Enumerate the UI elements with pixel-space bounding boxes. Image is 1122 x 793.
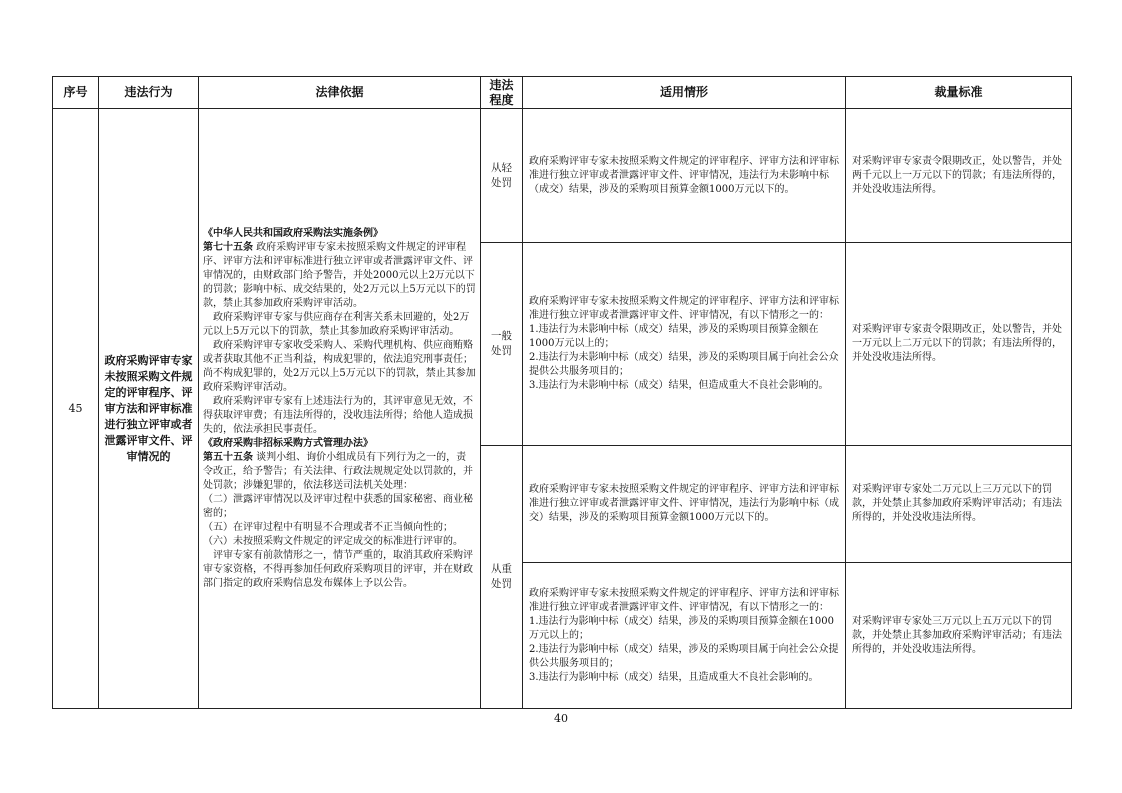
situation-line: 2.违法行为未影响中标（成交）结果，涉及的采购项目属于向社会公众提供公共服务项目的； (529, 352, 839, 377)
penalty-normal: 对采购评审专家责令限期改正，处以警告，并处一万元以上二万元以下的罚款；有违法所得的，并处没收违法所得。 (846, 243, 1072, 446)
situation-heavy-2 (523, 563, 846, 709)
article-text: 谈判小组、询价小组成员有下列行为之一的，责令改正，给予警告；有关法律、行政法规规定处以罚款的，并处罚款；涉嫌犯罪的，依法移送司法机关处理： (203, 451, 473, 491)
legal-paragraph: 政府采购评审专家与供应商存在利害关系未回避的，处2万元以上5万元以下的罚款，禁止其参加政府采购评审活动。 (203, 311, 470, 337)
situation-heavy-1 (523, 446, 846, 563)
situation-line: 政府采购评审专家未按照采购文件规定的评审程序、评审方法和评审标准进行独立评审或者泄露评审文件、评审情况，有以下情形之一的： (529, 296, 839, 321)
legal-paragraph: 政府采购评审专家收受采购人、采购代理机构、供应商贿赂或者获取其他不正当利益，构成犯罪的，依法追究刑事责任；尚不构成犯罪的，处2万元以上5万元以下的罚款，禁止其参加政府采购评审活动。 (203, 339, 476, 393)
situation-line: 1.违法行为未影响中标（成交）结果，涉及的采购项目预算金额在1000万元以上的； (529, 324, 819, 349)
article-number: 第七十五条 (203, 241, 253, 253)
page-number: 40 (554, 712, 568, 725)
penalty-heavy-2: 对采购评审专家处三万元以上五万元以下的罚款，并处禁止其参加政府采购评审活动；有违法所得的，并处没收违法所得。 (846, 563, 1072, 709)
penalty-heavy-1: 对采购评审专家处二万元以上三万元以下的罚款，并处禁止其参加政府采购评审活动；有违法所得的，并处没收违法所得。 (846, 446, 1072, 563)
situation-light (523, 109, 846, 243)
penalty-standards-table (52, 76, 1072, 709)
article-number: 第五十五条 (203, 451, 253, 463)
level-heavy: 从重 处罚 (481, 446, 523, 709)
situation-line: 2.违法行为影响中标（成交）结果，涉及的采购项目属于向社会公众提供公共服务项目的； (529, 643, 839, 669)
header-penalty: 裁量标准 (846, 77, 1072, 109)
violation-text: 政府采购评审专家未按照采购文件规定的评审程序、评审方法和评审标准进行独立评审或者泄露评审文件、评审情况的 (99, 109, 199, 709)
legal-basis-cell (199, 109, 481, 709)
situation-line: 3.违法行为影响中标（成交）结果，且造成重大不良社会影响的。 (529, 671, 819, 683)
row-index: 45 (53, 109, 99, 709)
legal-basis-text (203, 227, 476, 591)
legal-paragraph: 评审专家有前款情形之一，情节严重的，取消其政府采购评审专家资格，不得再参加任何政府采购项目的评审，并在财政部门指定的政府采购信息发布媒体上予以公告。 (203, 549, 473, 589)
header-level: 违法 程度 (481, 77, 523, 109)
legal-paragraph: （六）未按照采购文件规定的评定成交的标准进行评审的。 (203, 535, 463, 547)
table-row (53, 109, 1072, 243)
penalty-light: 对采购评审专家责令限期改正，处以警告，并处两千元以上一万元以下的罚款；有违法所得的，并处没收违法所得。 (846, 109, 1072, 243)
legal-paragraph: （二）泄露评审情况以及评审过程中获悉的国家秘密、商业秘密的； (203, 493, 473, 519)
situation-line: 政府采购评审专家未按照采购文件规定的评审程序、评审方法和评审标准进行独立评审或者泄露评审文件、评审情况，有以下情形之一的： (529, 587, 839, 613)
article-text: 政府采购评审专家未按照采购文件规定的评审程序、评审方法和评审标准进行独立评审或者泄露评审文件、评审情况的，由财政部门给予警告，并处2000元以上2万元以下的罚款；影响中标、成交结果的，处2万元以上5万元以下的罚款，禁止其参加政府采购评审活动。 (203, 241, 476, 309)
legal-source-heading: 《政府采购非招标采购方式管理办法》 (203, 437, 373, 449)
legal-article (203, 241, 476, 311)
situation-normal (523, 243, 846, 446)
header-violation: 违法行为 (99, 77, 199, 109)
situation-line: 政府采购评审专家未按照采购文件规定的评审程序、评审方法和评审标准进行独立评审或者泄露评审文件、评审情况，违法行为影响中标（成交）结果，涉及的采购项目预算金额1000万元以下的。 (529, 484, 839, 523)
legal-paragraph: 政府采购评审专家有上述违法行为的，其评审意见无效，不得获取评审费；有违法所得的，没收违法所得；给他人造成损失的，依法承担民事责任。 (203, 395, 473, 435)
legal-article (203, 451, 476, 493)
header-situation: 适用情形 (523, 77, 846, 109)
legal-source-heading: 《中华人民共和国政府采购法实施条例》 (203, 227, 383, 239)
header-index: 序号 (53, 77, 99, 109)
situation-line: 政府采购评审专家未按照采购文件规定的评审程序、评审方法和评审标准进行独立评审或者泄露评审文件、评审情况，违法行为未影响中标（成交）结果，涉及的采购项目预算金额1000万元以下的。 (529, 155, 839, 195)
header-row (53, 77, 1072, 109)
legal-paragraph: （五）在评审过程中有明显不合理或者不正当倾向性的； (203, 521, 453, 533)
level-light: 从轻 处罚 (481, 109, 523, 243)
level-normal: 一般 处罚 (481, 243, 523, 446)
situation-line: 3.违法行为未影响中标（成交）结果，但造成重大不良社会影响的。 (529, 380, 829, 391)
situation-line: 1.违法行为影响中标（成交）结果，涉及的采购项目预算金额在1000万元以上的； (529, 615, 834, 641)
header-legal-basis: 法律依据 (199, 77, 481, 109)
